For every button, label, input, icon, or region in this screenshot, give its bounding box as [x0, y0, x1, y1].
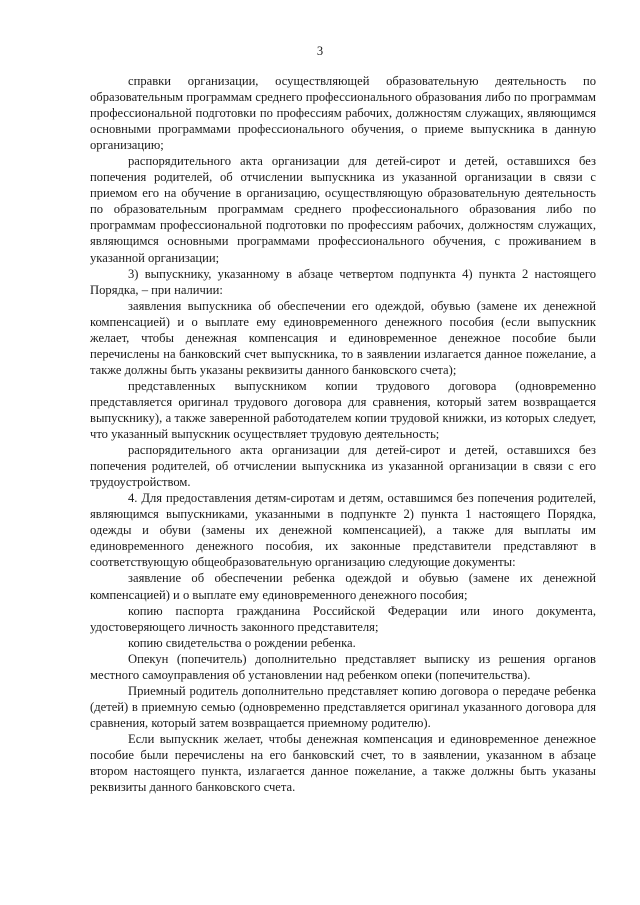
paragraph: заявление об обеспечении ребенка одеждой и обувью (замене их денежной компенсацией) и о выплате ему единовременного денежного пособия; [90, 571, 596, 602]
document-body [90, 73, 596, 795]
paragraph: Опекун (попечитель) дополнительно представляет выписку из решения органов местного самоуправления об установлении над ребенком опеки (попечительства). [90, 651, 596, 682]
paragraph: справки организации, осуществляющей образовательную деятельность по образовательным программам среднего профессионального образования либо по программам профессиональной подготовки по профессиям рабочих, должностям служащих, являющимся основными программами профессионального обучения, о приеме выпускника в данную организацию; [90, 74, 596, 153]
paragraph: распорядительного акта организации для детей-сирот и детей, оставшихся без попечения родителей, об отчислении выпускника из указанной организации в связи с его трудоустройством. [90, 443, 596, 490]
paragraph: 4. Для предоставления детям-сиротам и детям, оставшимся без попечения родителей, являющимся выпускниками, указанными в подпункте 2) пункта 1 настоящего Порядка, одежды и обуви (замены их денежной компенсацией), а также для выплаты им единовременного денежного пособия, их законные представители представляют в соответствующую общеобразовательную организацию следующие документы: [90, 491, 596, 570]
paragraph: распорядительного акта организации для детей-сирот и детей, оставшихся без попечения родителей, об отчислении выпускника из указанной организации в связи с приемом его на обучение в организацию, осуществляющую образовательную деятельность по образовательным программам среднего профессионального образования либо по программам профессиональной подготовки по профессиям рабочих, должностям служащих, являющимся основными программами профессионального обучения, с проживанием в указанной организации; [90, 154, 596, 265]
paragraph: копию паспорта гражданина Российской Федерации или иного документа, удостоверяющего личность законного представителя; [90, 603, 596, 634]
paragraph: копию свидетельства о рождении ребенка. [128, 635, 356, 650]
paragraph: Приемный родитель дополнительно представляет копию договора о передаче ребенка (детей) в приемную семью (одновременно представляется оригинал указанного договора для сравнения, который затем возвращается приемному родителю). [90, 683, 596, 730]
paragraph: представленных выпускником копии трудового договора (одновременно представляется оригинал трудового договора для сравнения, который затем возвращается выпускнику), а также заверенной работодателем копии трудовой книжки, из которых следует, что указанный выпускник осуществляет трудовую деятельность; [90, 378, 596, 442]
paragraph: заявления выпускника об обеспечении его одеждой, обувью (замене их денежной компенсацией) и о выплате ему единовременного денежного пособия (если выпускник желает, чтобы денежная компенсация и единовременное денежное пособие были перечислены на банковский счет выпускника, то в заявлении излагается данное пожелание, а также должны быть указаны реквизиты данного банковского счета); [90, 298, 596, 377]
page-number: 3 [316, 44, 324, 58]
paragraph: 3) выпускнику, указанному в абзаце четвертом подпункта 4) пункта 2 настоящего Порядка, – при наличии: [90, 266, 596, 297]
paragraph: Если выпускник желает, чтобы денежная компенсация и единовременное денежное пособие были перечислены на его банковский счет, то в заявлении, указанном в абзаце втором настоящего пункта, излагается данное пожелание, а также должны быть указаны реквизиты данного банковского счета. [90, 731, 596, 795]
